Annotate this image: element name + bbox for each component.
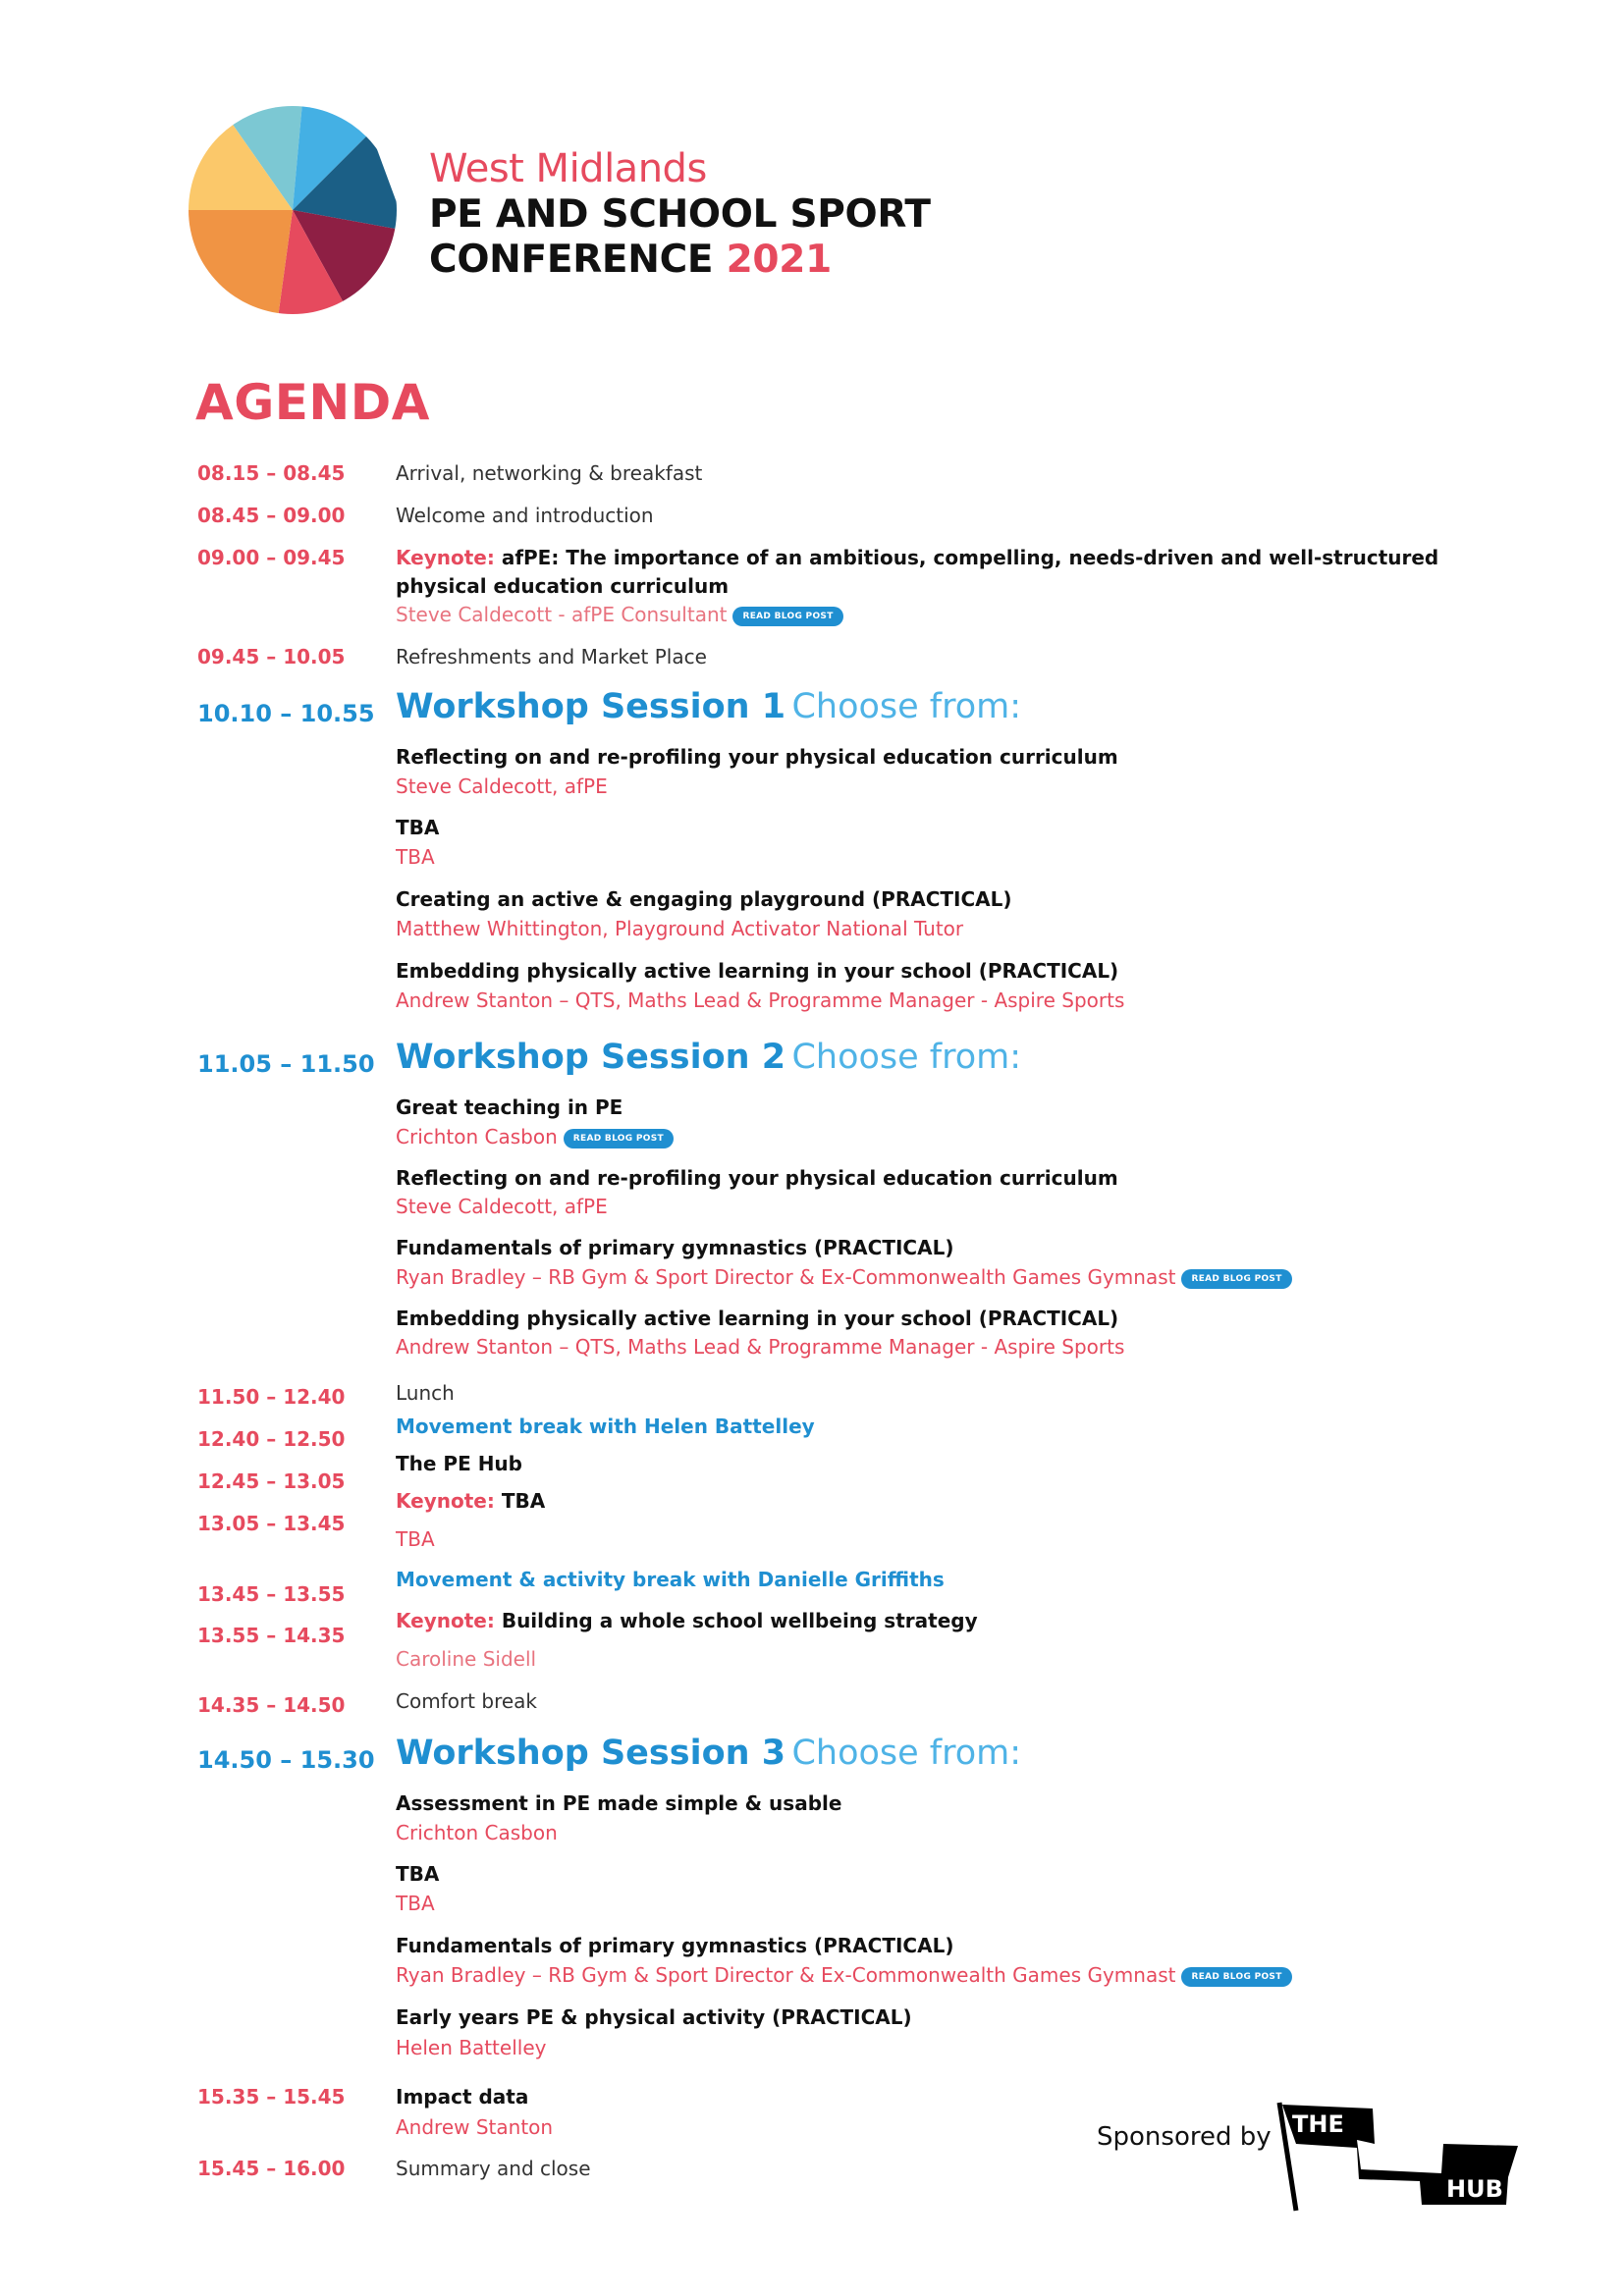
movement-break: Movement break with Helen Battelley [396,1415,815,1438]
movement-break: Movement & activity break with Danielle Griffiths [396,1568,945,1591]
workshop-time: 11.05 – 11.50 [197,1050,375,1078]
keynote-title: Keynote: Building a whole school wellbeing strategy [396,1609,978,1632]
keynote-title: Keynote: TBA [396,1489,546,1513]
workshop-option-speaker: Steve Caldecott, afPE [396,1195,608,1218]
pe-hub-logo-the: THE [1292,2110,1344,2138]
read-blog-post-button[interactable]: READ BLOG POST [732,607,842,626]
speaker: Steve Caldecott - afPE Consultant READ BLOG POST [396,603,843,626]
time-slot: 08.15 – 08.45 [197,461,346,485]
region-title: West Midlands [429,146,707,191]
time-slot: 14.35 – 14.50 [197,1693,346,1717]
workshop-heading: Workshop Session 1 Choose from: [396,687,1022,726]
agenda-item: Comfort break [396,1689,538,1713]
conference-title [429,145,931,283]
workshop-option-title: Fundamentals of primary gymnastics (PRACTICAL) [396,1236,954,1259]
logo-segment [189,210,293,314]
time-slot: 12.40 – 12.50 [197,1427,346,1451]
workshop-option-speaker: Helen Battelley [396,2036,547,2059]
year: 2021 [726,238,832,282]
pe-hub-logo-pe: PE [1371,2145,1407,2174]
workshop-option-title: TBA [396,1862,440,1886]
workshop-option-speaker: Matthew Whittington, Playground Activator National Tutor [396,917,964,940]
time-slot: 15.35 – 15.45 [197,2085,346,2109]
workshop-option-title: Early years PE & physical activity (PRACTICAL) [396,2005,912,2029]
keynote-label: Keynote: [396,1609,495,1632]
agenda-item: Summary and close [396,2157,591,2180]
read-blog-post-button[interactable]: READ BLOG POST [1181,1269,1291,1289]
agenda-item: Refreshments and Market Place [396,645,707,668]
title-line-1: PE AND SCHOOL SPORT [429,192,931,237]
pe-hub-logo [1274,2101,1520,2218]
workshop-time: 14.50 – 15.30 [197,1746,375,1774]
keynote-label: Keynote: [396,546,495,569]
time-slot: 15.45 – 16.00 [197,2157,346,2180]
time-slot: 08.45 – 09.00 [197,504,346,527]
agenda-heading: AGENDA [195,374,430,431]
agenda-item: Welcome and introduction [396,504,654,527]
title-line-2: CONFERENCE 2021 [429,238,832,282]
workshop-option-title: Creating an active & engaging playground (PRACTICAL) [396,887,1012,911]
workshop-option-title: Reflecting on and re-profiling your physical education curriculum [396,745,1118,769]
workshop-time: 10.10 – 10.55 [197,700,375,727]
workshop-option-speaker: Ryan Bradley – RB Gym & Sport Director & Ex-Commonwealth Games Gymnast READ BLOG POST [396,1963,1292,1987]
workshop-heading: Workshop Session 2 Choose from: [396,1038,1022,1077]
time-slot: 13.05 – 13.45 [197,1512,346,1535]
workshop-option-speaker: TBA [396,845,435,869]
keynote-title-cont: physical education curriculum [396,574,730,598]
workshop-heading: Workshop Session 3 Choose from: [396,1734,1022,1773]
keynote-title: Keynote: afPE: The importance of an ambitious, compelling, needs-driven and well-structured [396,546,1439,569]
workshop-option-speaker: Crichton Casbon [396,1821,558,1844]
workshop-option-speaker: Crichton Casbon READ BLOG POST [396,1125,674,1148]
time-slot: 13.45 – 13.55 [197,1582,346,1606]
conference-logo [189,106,397,314]
time-slot: 13.55 – 14.35 [197,1624,346,1647]
agenda-item: The PE Hub [396,1452,522,1475]
speaker: Andrew Stanton [396,2115,554,2139]
read-blog-post-button[interactable]: READ BLOG POST [564,1129,674,1148]
workshop-option-title: Great teaching in PE [396,1095,623,1119]
read-blog-post-button[interactable]: READ BLOG POST [1181,1967,1291,1987]
speaker: TBA [396,1527,435,1551]
speaker: Caroline Sidell [396,1647,537,1671]
time-slot: 11.50 – 12.40 [197,1385,346,1409]
workshop-option-speaker: Steve Caldecott, afPE [396,774,608,798]
workshop-option-speaker: Andrew Stanton – QTS, Maths Lead & Programme Manager - Aspire Sports [396,1335,1125,1359]
workshop-option-title: Embedding physically active learning in your school (PRACTICAL) [396,959,1119,983]
time-slot: 12.45 – 13.05 [197,1469,346,1493]
time-slot: 09.00 – 09.45 [197,546,346,569]
workshop-option-title: Assessment in PE made simple & usable [396,1791,842,1815]
keynote-label: Keynote: [396,1489,495,1513]
workshop-option-speaker: Andrew Stanton – QTS, Maths Lead & Programme Manager - Aspire Sports [396,988,1125,1012]
workshop-option-title: Embedding physically active learning in your school (PRACTICAL) [396,1307,1119,1330]
agenda-item: Arrival, networking & breakfast [396,461,703,485]
workshop-option-title: Reflecting on and re-profiling your physical education curriculum [396,1166,1118,1190]
time-slot: 09.45 – 10.05 [197,645,346,668]
agenda-item: Impact data [396,2085,529,2109]
agenda-item: Lunch [396,1381,455,1405]
pe-hub-logo-hub: HUB [1446,2175,1503,2203]
sponsored-by-label: Sponsored by [1097,2122,1272,2152]
workshop-option-speaker: TBA [396,1892,435,1915]
workshop-option-speaker: Ryan Bradley – RB Gym & Sport Director & Ex-Commonwealth Games Gymnast READ BLOG POST [396,1265,1292,1289]
workshop-option-title: Fundamentals of primary gymnastics (PRACTICAL) [396,1934,954,1957]
workshop-option-title: TBA [396,816,440,839]
